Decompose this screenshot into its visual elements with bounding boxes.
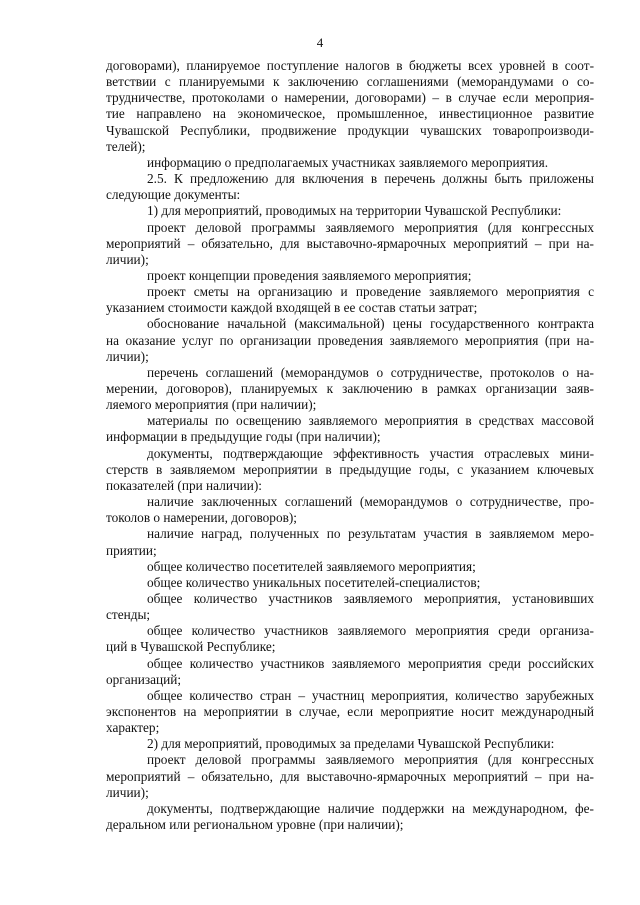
text-line: договорами), планируемое поступление налогов в бюджеты всех уровней в соот-	[106, 58, 594, 73]
text-line: личии);	[106, 348, 149, 364]
text-line: проект концепции проведения заявляемого мероприятия;	[147, 267, 472, 283]
text-line: материалы по освещению заявляемого мероприятия в средствах массовой	[147, 413, 594, 429]
text-line: документы, подтверждающие наличие поддержки на международном, фе-	[147, 800, 594, 816]
text-line: приятии;	[106, 542, 157, 558]
text-line: деральном или региональном уровне (при наличии);	[106, 817, 404, 833]
text-line: общее количество посетителей заявляемого мероприятия;	[147, 558, 476, 574]
text-line: 2.5. К предложению для включения в перечень должны быть приложены	[147, 171, 594, 187]
text-line: мерении, договоров), планируемых к заключению в рамках организации заяв-	[106, 381, 594, 396]
text-line: характер;	[106, 720, 160, 736]
text-line: организаций;	[106, 671, 182, 687]
text-line: перечень соглашений (меморандумов о сотрудничестве, протоколов о на-	[147, 364, 594, 380]
text-line: экспонентов на мероприятии в случае, если мероприятие носит международный	[106, 704, 594, 719]
text-line: наличие заключенных соглашений (меморандумов о сотрудничестве, про-	[147, 494, 594, 510]
text-line: токолов о намерении, договоров);	[106, 510, 297, 526]
text-line: проект деловой программы заявляемого мероприятия (для конгрессных	[147, 752, 594, 768]
text-line: стенды;	[106, 607, 151, 623]
text-line: тие направлено на экономическое, промышленное, инвестиционное развитие	[106, 106, 594, 122]
text-line: на оказание услуг по организации проведения заявляемого мероприятия (при на-	[106, 332, 594, 348]
text-line: мероприятий – обязательно, для выставочно-ярмарочных мероприятий – при на-	[106, 235, 594, 251]
text-line: телей);	[106, 138, 146, 154]
text-line: информацию о предполагаемых участниках заявляемого мероприятия.	[147, 154, 549, 170]
text-line: показателей (при наличии):	[106, 477, 262, 493]
text-line: мероприятий – обязательно, для выставочно-ярмарочных мероприятий – при на-	[106, 768, 594, 784]
text-line: 2) для мероприятий, проводимых за пределами Чувашской Республики:	[147, 736, 555, 752]
text-line: ляемого мероприятия (при наличии);	[106, 397, 317, 413]
text-line: стерств в заявляемом мероприятии в предыдущие годы, с указанием ключевых	[106, 461, 594, 477]
text-line: общее количество участников заявляемого мероприятия среди российских	[147, 655, 594, 671]
text-line: общее количество участников заявляемого мероприятия среди организа-	[147, 623, 594, 639]
text-line: общее количество стран – участниц мероприятия, количество зарубежных	[147, 687, 594, 703]
text-line: личии);	[106, 251, 149, 267]
text-line: ций в Чувашской Республике;	[106, 639, 276, 655]
text-line: личии);	[106, 784, 149, 800]
text-line: следующие документы:	[106, 187, 241, 203]
text-line: обоснование начальной (максимальной) цены государственного контракта	[147, 316, 594, 332]
text-line: документы, подтверждающие эффективность участия отраслевых мини-	[147, 445, 594, 461]
text-line: Чувашской Республики, продвижение продукции чувашских товаропроизводи-	[106, 122, 594, 138]
text-line: указанием стоимости каждой входящей в ее состав статьи затрат;	[106, 300, 478, 316]
text-line: проект сметы на организацию и проведение заявляемого мероприятия с	[147, 284, 594, 300]
text-line: общее количество уникальных посетителей-специалистов;	[147, 574, 481, 590]
text-line: общее количество участников заявляемого мероприятия, установивших	[147, 590, 594, 606]
text-line: трудничестве, протоколами о намерении, договорами) – в случае если мероприя-	[106, 90, 594, 106]
text-line: наличие наград, полученных по результатам участия в заявляемом меро-	[147, 526, 594, 542]
page-number: 4	[316, 35, 324, 50]
text-line: ветствии с планируемыми к заключению соглашениями (меморандумами о со-	[106, 74, 594, 90]
text-line: проект деловой программы заявляемого мероприятия (для конгрессных	[147, 219, 594, 235]
text-line: информации в предыдущие годы (при наличии);	[106, 429, 381, 445]
text-line: 1) для мероприятий, проводимых на территории Чувашской Республики:	[147, 203, 562, 219]
